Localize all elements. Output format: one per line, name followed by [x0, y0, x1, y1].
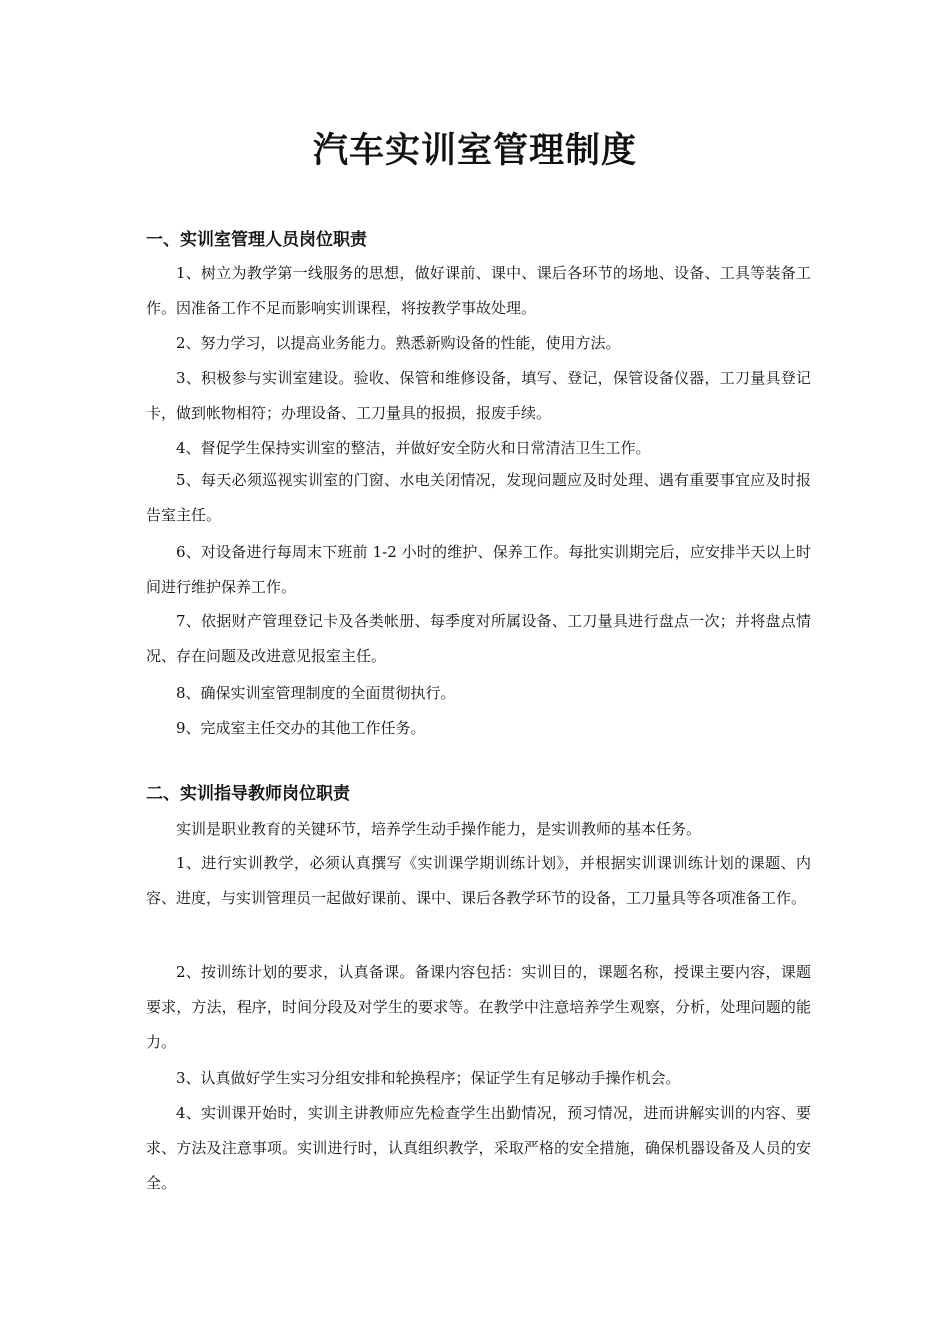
section-1-paragraph-7: 7、依据财产管理登记卡及各类帐册、每季度对所属设备、工刀量具进行盘点一次；并将盘点情况、存在问题及改进意见报室主任。 [146, 612, 811, 665]
section-1-paragraph-2: 2、努力学习，以提高业务能力。熟悉新购设备的性能，使用方法。 [176, 334, 621, 352]
section-2-paragraph-4: 4、实训课开始时，实训主讲教师应先检查学生出勤情况，预习情况，进而讲解实训的内容、要求、方法及注意事项。实训进行时，认真组织教学，采取严格的安全措施，确保机器设备及人员的安全。 [146, 1104, 811, 1192]
section-2-paragraph-3: 3、认真做好学生实习分组安排和轮换程序；保证学生有足够动手操作机会。 [176, 1069, 681, 1087]
section-1-paragraph-3: 3、积极参与实训室建设。验收、保管和维修设备，填写、登记，保管设备仪器，工刀量具登记卡，做到帐物相符；办理设备、工刀量具的报损，报废手续。 [146, 369, 811, 422]
section-heading-2: 二、实训指导教师岗位职责 [146, 784, 350, 804]
section-heading-1: 一、实训室管理人员岗位职责 [146, 230, 367, 250]
document-title: 汽车实训室管理制度 [312, 131, 637, 171]
section-2-paragraph-2: 2、按训练计划的要求，认真备课。备课内容包括：实训目的，课题名称，授课主要内容，课题要求，方法，程序，时间分段及对学生的要求等。在教学中注意培养学生观察，分析，处理问题的能力。 [146, 963, 811, 1051]
section-1-paragraph-8: 8、确保实训室管理制度的全面贯彻执行。 [176, 684, 456, 702]
section-1-paragraph-6: 6、对设备进行每周末下班前 1-2 小时的维护、保养工作。每批实训期完后，应安排半天以上时间进行维护保养工作。 [146, 543, 811, 596]
section-1-paragraph-1: 1、树立为教学第一线服务的思想，做好课前、课中、课后各环节的场地、设备、工具等装备工作。因准备工作不足而影响实训课程，将按教学事故处理。 [146, 264, 811, 317]
section-2-intro: 实训是职业教育的关键环节，培养学生动手操作能力，是实训教师的基本任务。 [176, 820, 702, 838]
section-1-paragraph-9: 9、完成室主任交办的其他工作任务。 [176, 719, 426, 737]
section-1-paragraph-5: 5、每天必须巡视实训室的门窗、水电关闭情况，发现问题应及时处理、遇有重要事宜应及时报告室主任。 [146, 471, 811, 524]
section-2-paragraph-1: 1、进行实训教学，必须认真撰写《实训课学期训练计划》，并根据实训课训练计划的课题、内容、进度，与实训管理员一起做好课前、课中、课后各教学环节的设备，工刀量具等各项准备工作。 [146, 854, 811, 907]
section-1-paragraph-4: 4、督促学生保持实训室的整洁，并做好安全防火和日常清洁卫生工作。 [176, 439, 651, 457]
